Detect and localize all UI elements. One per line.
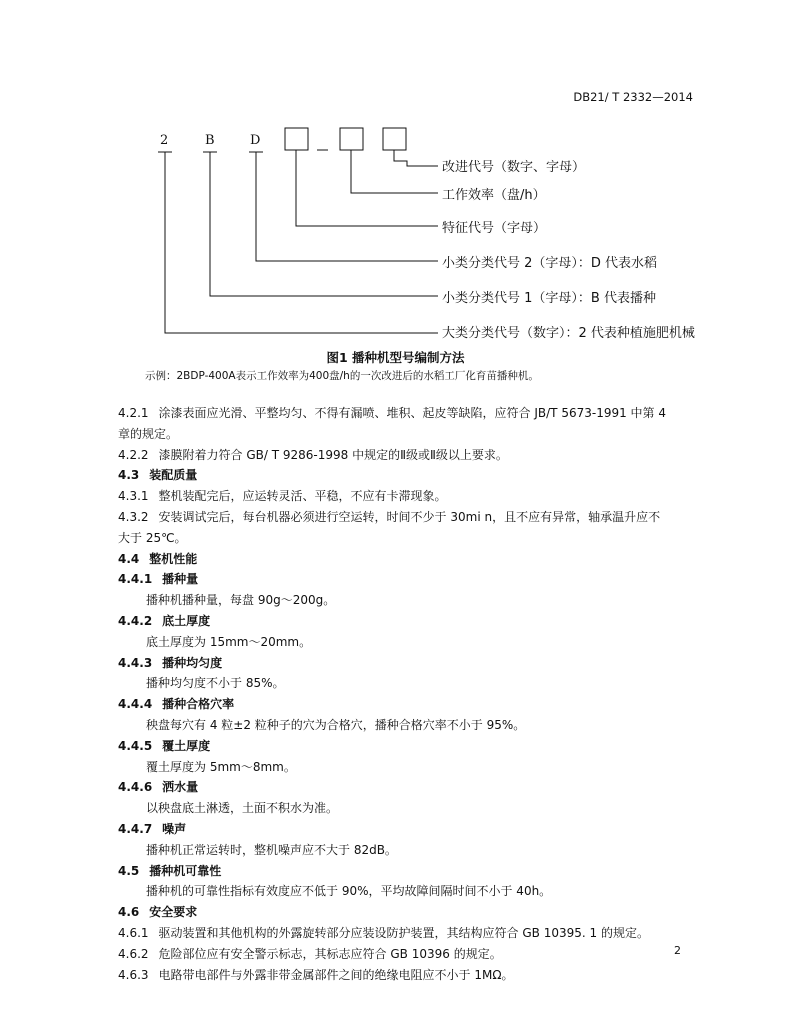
clause-body: 以秧盘底土淋透，土面不积水为准。 bbox=[146, 801, 339, 816]
clause-text: 电路带电部件与外露非带金属部件之间的绝缘电阻应不小于 1MΩ。 bbox=[158, 967, 514, 982]
section-4-4-5 bbox=[118, 736, 693, 757]
section-4-4 bbox=[118, 549, 693, 570]
leader-subclass-1 bbox=[210, 152, 438, 296]
clause-number: 4.3.2 bbox=[118, 509, 149, 524]
clause-body: 秧盘每穴有 4 粒±2 粒种子的穴为合格穴，播种合格穴率不小于 95%。 bbox=[146, 717, 526, 732]
code-box-1 bbox=[285, 128, 308, 150]
section-title: 播种机可靠性 bbox=[149, 863, 222, 878]
clause-number: 4.6.2 bbox=[118, 946, 149, 961]
clause-number: 4.6.3 bbox=[118, 967, 149, 982]
section-number: 4.4.1 bbox=[118, 572, 153, 587]
clause-4-2-2 bbox=[118, 445, 693, 466]
clause-number: 4.3.1 bbox=[118, 489, 149, 504]
clause-text: 整机装配完后，应运转灵活、平稳，不应有卡滞现象。 bbox=[158, 489, 447, 504]
clause-body: 底土厚度为 15mm～20mm。 bbox=[146, 634, 312, 649]
section-4-4-2 bbox=[118, 611, 693, 632]
section-number: 4.4 bbox=[118, 551, 140, 566]
clause-list bbox=[118, 403, 693, 985]
section-4-4-4 bbox=[118, 694, 693, 715]
leader-subclass-2 bbox=[256, 152, 438, 261]
figure-example: 示例：2BDP-400A表示工作效率为400盘/h的一次改进后的水稻工厂化育苗播种机。 bbox=[145, 370, 539, 382]
section-4-6 bbox=[118, 902, 693, 923]
figure-caption: 图1 播种机型号编制方法 bbox=[326, 350, 465, 365]
section-number: 4.3 bbox=[118, 468, 140, 483]
section-4-4-6 bbox=[118, 777, 693, 798]
section-title: 底土厚度 bbox=[162, 613, 211, 628]
section-title: 噪声 bbox=[162, 821, 187, 836]
clause-text: 漆膜附着力符合 GB/ T 9286-1998 中规定的Ⅱ级或Ⅱ级以上要求。 bbox=[158, 447, 508, 462]
clause-text: 安装调试完后，每台机器必须进行空运转，时间不少于 30mi n，且不应有异常，轴承温升应不 bbox=[158, 509, 661, 524]
clause-body: 覆土厚度为 5mm～8mm。 bbox=[146, 759, 296, 774]
label-improvement-code: 改进代号（数字、字母） bbox=[442, 160, 586, 175]
clause-4-3-1 bbox=[118, 486, 693, 507]
section-4-5 bbox=[118, 861, 693, 882]
section-number: 4.4.3 bbox=[118, 655, 153, 670]
code-letter-b: B bbox=[205, 133, 215, 148]
clause-body: 播种机播种量，每盘 90g～200g。 bbox=[146, 593, 336, 608]
clause-4-2-1 bbox=[118, 403, 693, 424]
clause-4-3-2 bbox=[118, 507, 693, 528]
section-title: 覆土厚度 bbox=[162, 738, 211, 753]
clause-4-6-3 bbox=[118, 965, 693, 986]
code-box-2 bbox=[340, 128, 363, 150]
clause-number: 4.2.1 bbox=[118, 406, 149, 420]
clause-text: 涂漆表面应光滑、平整均匀、不得有漏喷、堆积、起皮等缺陷，应符合 JB/T 5673-1991 中第 4 bbox=[158, 406, 666, 420]
leader-improvement bbox=[394, 150, 438, 166]
clause-continuation: 章的规定。 bbox=[118, 426, 179, 441]
section-title: 安全要求 bbox=[149, 905, 198, 920]
section-title: 播种合格穴率 bbox=[162, 697, 235, 712]
label-work-efficiency: 工作效率（盘/h） bbox=[442, 188, 546, 203]
code-letter-d: D bbox=[250, 133, 261, 148]
section-4-4-7 bbox=[118, 819, 693, 840]
clause-number: 4.6.1 bbox=[118, 925, 149, 940]
label-subclass-code-2: 小类分类代号 2（字母）：D 代表水稻 bbox=[442, 256, 658, 271]
section-title: 洒水量 bbox=[162, 780, 199, 795]
section-4-4-1 bbox=[118, 569, 693, 590]
clause-4-6-2 bbox=[118, 944, 693, 965]
leader-feature bbox=[296, 150, 438, 226]
label-feature-code: 特征代号（字母） bbox=[442, 221, 547, 236]
clause-body: 播种均匀度不小于 85%。 bbox=[146, 676, 285, 691]
clause-number: 4.2.2 bbox=[118, 447, 149, 462]
section-number: 4.5 bbox=[118, 863, 140, 878]
clause-text: 驱动装置和其他机构的外露旋转部分应装设防护装置，其结构应符合 GB 10395. 1 的规定。 bbox=[158, 925, 649, 940]
section-number: 4.6 bbox=[118, 905, 140, 920]
clause-text: 危险部位应有安全警示标志，其标志应符合 GB 10396 的规定。 bbox=[158, 946, 502, 961]
section-title: 整机性能 bbox=[149, 551, 198, 566]
standard-code: DB21/ T 2332—2014 bbox=[573, 90, 693, 104]
section-title: 播种量 bbox=[162, 572, 199, 587]
label-major-class-code: 大类分类代号（数字）：2 代表种植施肥机械 bbox=[442, 326, 695, 341]
model-code-diagram bbox=[0, 0, 791, 360]
label-subclass-code-1: 小类分类代号 1（字母）：B 代表播种 bbox=[442, 291, 656, 306]
clause-body: 播种机正常运转时，整机噪声应不大于 82dB。 bbox=[146, 842, 397, 857]
section-number: 4.4.2 bbox=[118, 613, 153, 628]
section-number: 4.4.4 bbox=[118, 697, 153, 712]
page-number: 2 bbox=[674, 944, 681, 957]
code-letter-2: 2 bbox=[160, 133, 169, 148]
section-title: 播种均匀度 bbox=[162, 655, 223, 670]
clause-continuation: 大于 25℃。 bbox=[118, 530, 187, 545]
section-number: 4.4.7 bbox=[118, 821, 153, 836]
code-box-3 bbox=[383, 128, 406, 150]
section-4-4-3 bbox=[118, 653, 693, 674]
section-4-3 bbox=[118, 465, 693, 486]
leader-major-class bbox=[165, 152, 438, 333]
section-number: 4.4.5 bbox=[118, 738, 153, 753]
section-number: 4.4.6 bbox=[118, 780, 153, 795]
section-title: 装配质量 bbox=[149, 468, 198, 483]
clause-4-6-1 bbox=[118, 923, 693, 944]
clause-body: 播种机的可靠性指标有效度应不低于 90%，平均故障间隔时间不小于 40h。 bbox=[146, 884, 552, 899]
